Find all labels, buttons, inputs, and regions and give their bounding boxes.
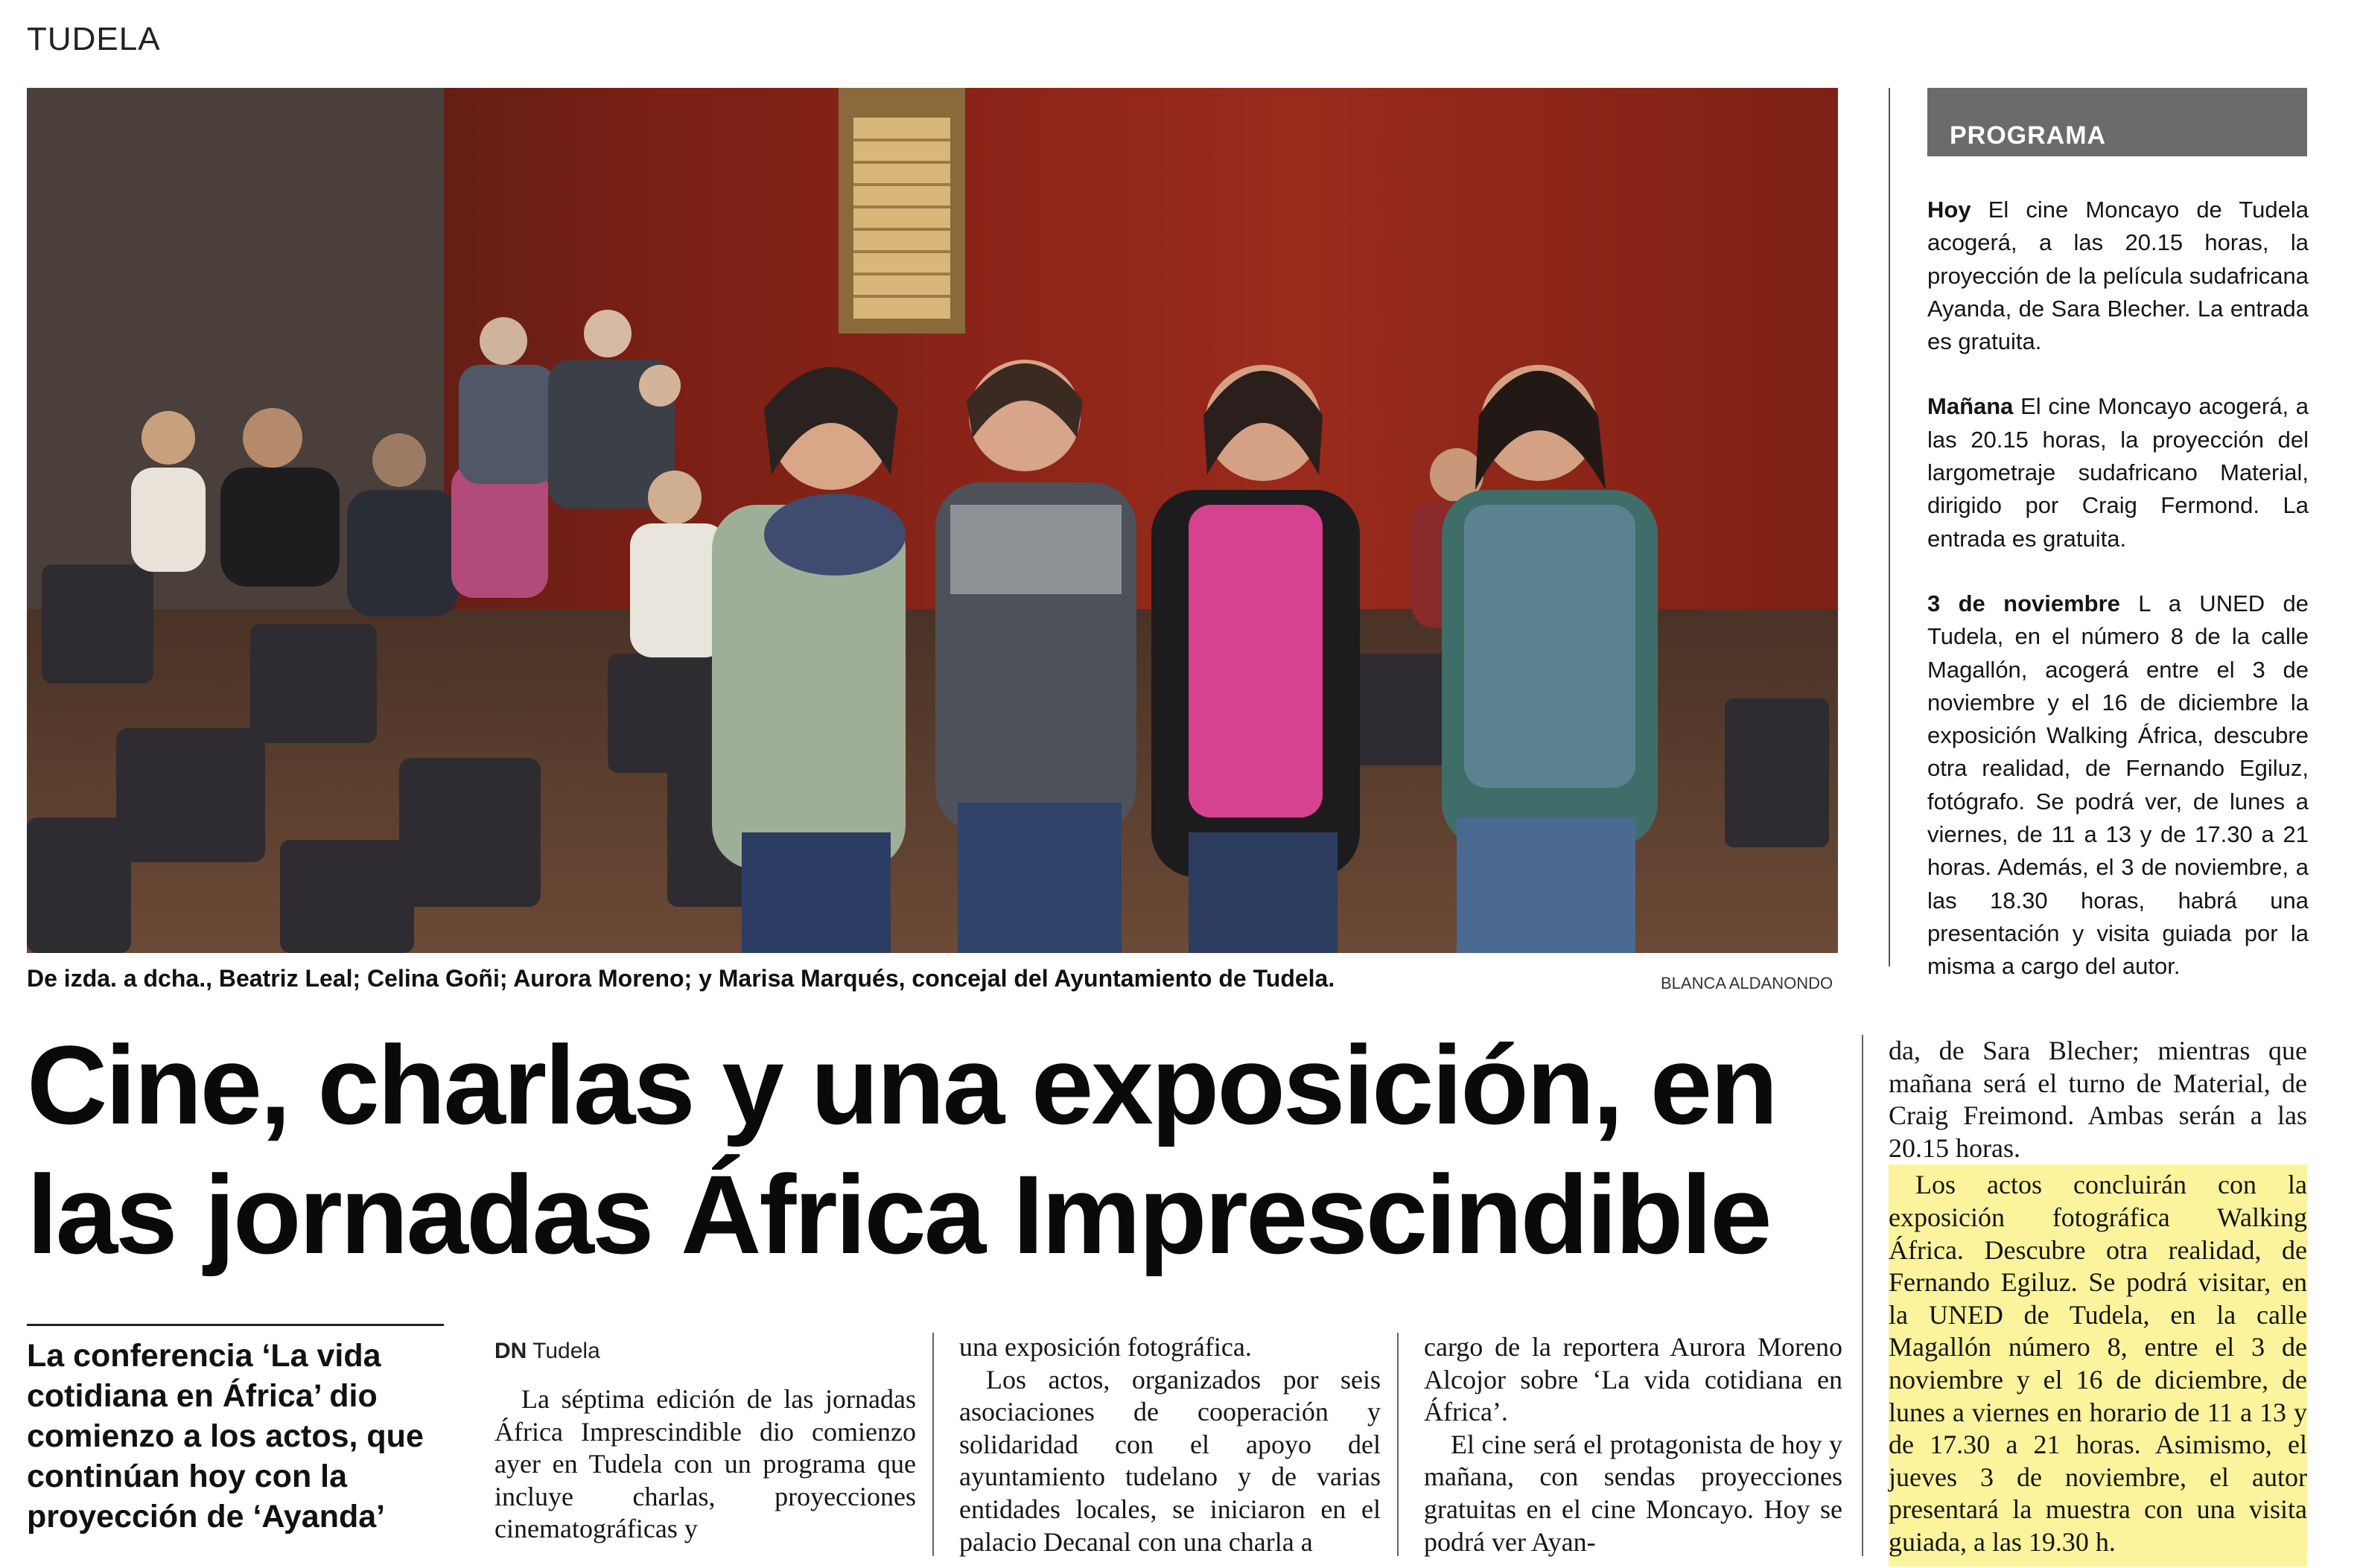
column-divider [932,1333,934,1556]
group-photo-illustration [27,88,1838,953]
body-column-3 [1424,1331,1842,1558]
sidebar-divider [1889,88,1890,966]
programa-header [1927,88,2307,156]
column-divider [1862,1035,1863,1556]
body-paragraph: cargo de la reportera Aurora Moreno Alcojor sobre ‘La vida cotidiana en África’. [1424,1332,1842,1427]
programa-list [1927,194,2309,1016]
body-paragraph: Los actos, organizados por seis asociaciones de cooperación y solidaridad con el apoyo del ayuntamiento tudelano y de varias entidades locales, se iniciaron en el palacio Decanal con una charla a [959,1364,1381,1557]
programa-item-text: El cine Moncayo de Tudela acogerá, a las 20.15 horas, la proyección de la película sudafricana Ayanda, de Sara Blecher. La entrada es gratuita. [1927,197,2309,355]
news-photo [27,88,1838,953]
body-column-1 [494,1383,916,1546]
subtitle-rule [27,1324,444,1326]
byline [494,1339,600,1364]
body-paragraph: La séptima edición de las jornadas África Imprescindible dio comienzo ayer en Tudela con un programa que incluye charlas, proyecciones cinematográficas y [494,1384,916,1544]
programa-item-text: L a UNED de Tudela, en el número 8 de la calle Magallón, acogerá entre el 3 de noviembre y el 16 de diciembre la exposición Walking África, descubre otra realidad, de Fernando Egiluz, fotógrafo. Se podrá ver, de lunes a viernes, de 11 a 13 y de 17.30 a 21 horas. Además, el 3 de noviembre, a las 18.30 horas, habrá una presentación y visita guiada por la misma a cargo del autor. [1927,590,2309,980]
body-paragraph: El cine será el protagonista de hoy y mañana, con sendas proyecciones gratuitas en el cine Moncayo. Hoy se podrá ver Ayan- [1424,1429,1842,1557]
programa-item-label: 3 de noviembre [1927,590,2120,616]
column-divider [1397,1333,1399,1556]
photo-credit: BLANCA ALDANONDO [1661,974,1833,992]
headline-line-1: Cine, charlas y una exposición, en [27,1022,1776,1147]
programa-item [1927,390,2309,555]
programa-item [1927,587,2309,984]
programa-item [1927,194,2309,358]
standfirst: La conferencia ‘La vida cotidiana en África’ dio comienzo a los actos, que continúan hoy con la proyección de ‘Ayanda’ [27,1338,424,1534]
byline-brand: DN [494,1339,527,1363]
body-column-4 [1889,1035,2307,1567]
byline-place: Tudela [532,1339,600,1363]
body-column-2 [959,1331,1381,1558]
section-label: TUDELA [27,21,161,57]
headline-line-2: las jornadas África Imprescindible [27,1152,1770,1277]
headline [27,1020,1829,1279]
highlighted-paragraph: Los actos concluirán con la exposición fotográfica Walking África. Descubre otra realidad, de Fernando Egiluz. Se podrá visitar, en la UNED de Tudela, en la calle Magallón número 8, entre el 3 de noviembre y el 16 de diciembre, de lunes a viernes en horario de 11 a 13 y de 17.30 a 21 horas. Asimismo, el jueves 3 de noviembre, el autor presentará la muestra con una visita guiada, a las 19.30 h. [1889,1164,2307,1566]
body-paragraph: da, de Sara Blecher; mientras que mañana será el turno de Material, de Craig Freimond. Ambas serán a las 20.15 horas. [1889,1036,2307,1163]
programa-title: PROGRAMA [1950,121,2107,150]
programa-item-text: El cine Moncayo acogerá, a las 20.15 horas, la proyección del largometraje sudafricano Material, dirigido por Craig Fermond. La entrada es gratuita. [1927,393,2309,552]
programa-item-label: Hoy [1927,197,1971,223]
photo-caption: De izda. a dcha., Beatriz Leal; Celina Goñi; Aurora Moreno; y Marisa Marqués, concejal del Ayuntamiento de Tudela. [27,965,1335,992]
body-paragraph: una exposición fotográfica. [959,1332,1252,1362]
programa-item-label: Mañana [1927,393,2014,420]
